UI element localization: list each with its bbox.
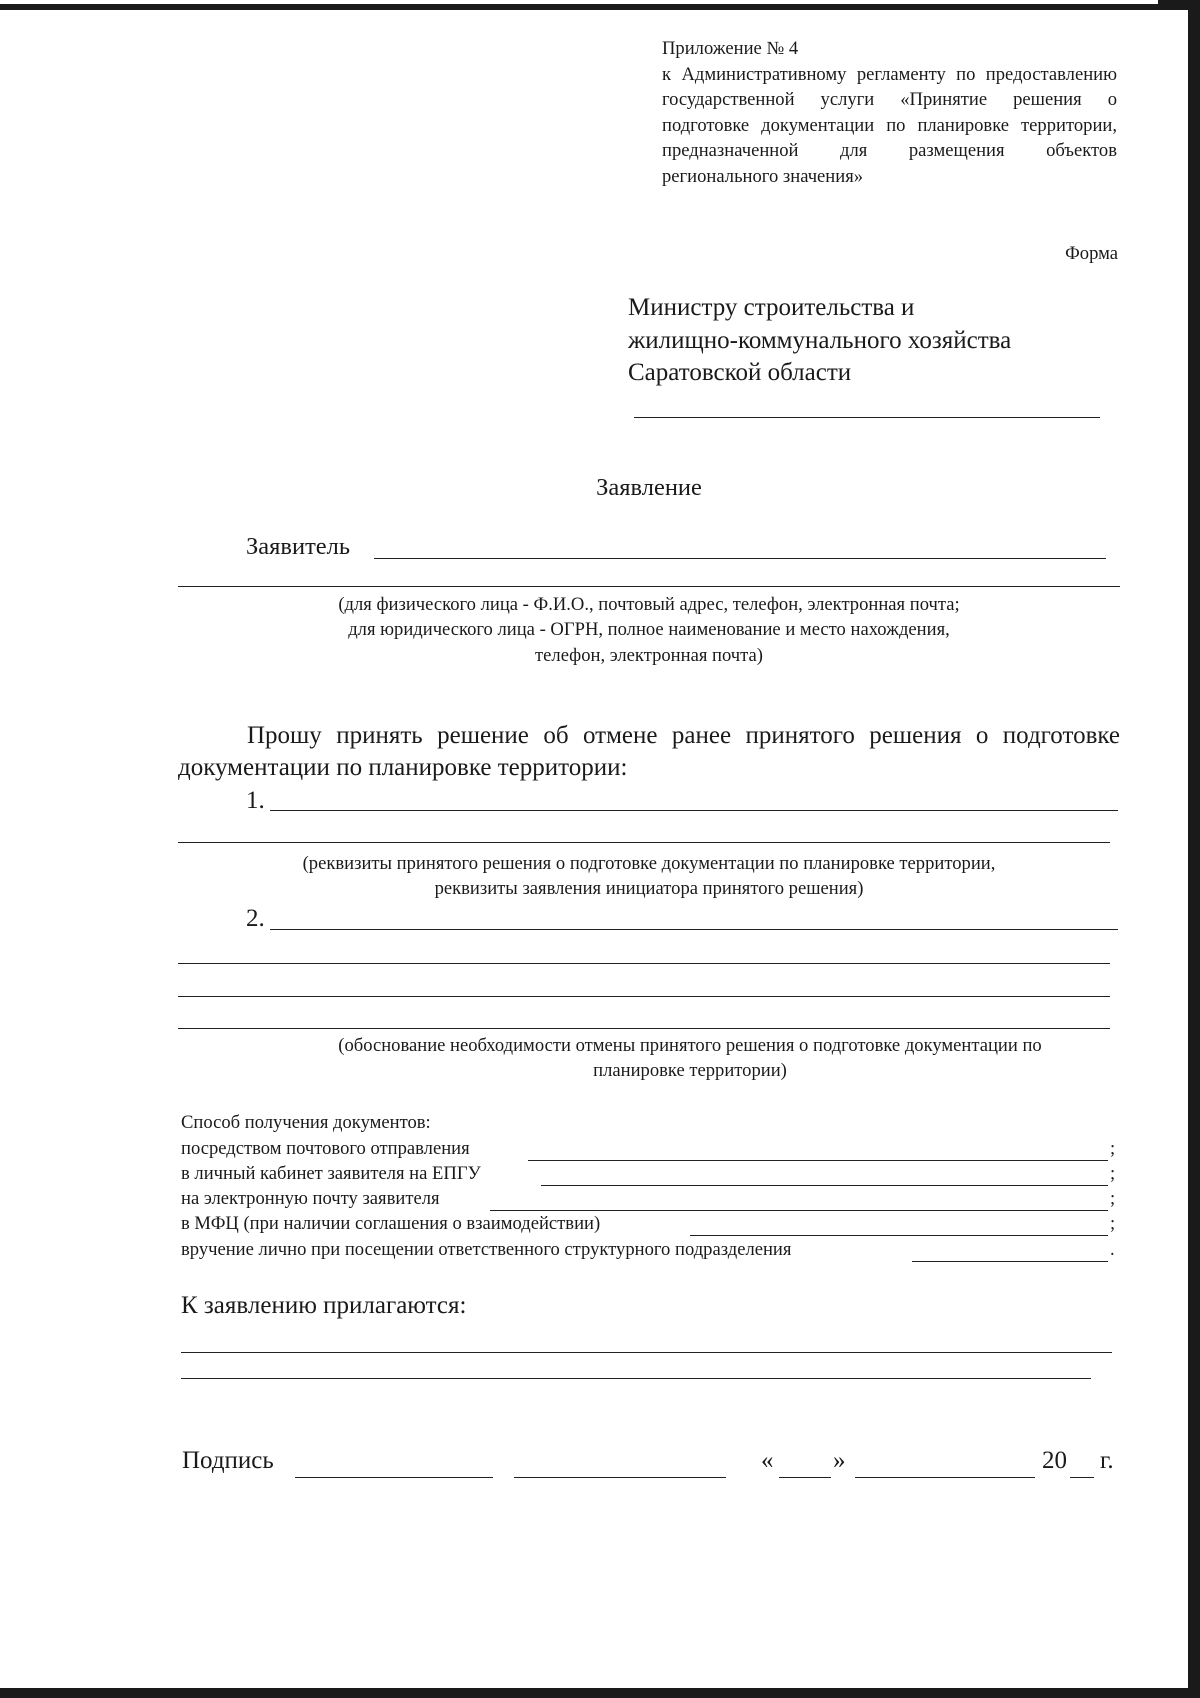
delivery-option-post-field[interactable]: [528, 1160, 1108, 1161]
item-2-caption-line-1: (обоснование необходимости отмены принятого решения о подготовке документации по: [338, 1035, 1042, 1056]
date-quote-close: »: [833, 1447, 846, 1474]
appendix-title: Приложение № 4: [662, 38, 799, 59]
item-2-field-line-1[interactable]: [270, 929, 1118, 930]
date-day-field[interactable]: [779, 1477, 831, 1478]
date-month-field[interactable]: [855, 1477, 1035, 1478]
item-2-field-line-2[interactable]: [178, 963, 1110, 964]
delivery-option-mfc-end: ;: [1110, 1213, 1116, 1234]
scan-border-bottom: [0, 1688, 1200, 1698]
scan-border-right: [1188, 0, 1200, 1698]
document-title: Заявление: [596, 474, 702, 501]
attachments-heading: К заявлению прилагаются:: [181, 1292, 467, 1319]
item-1-field-line-1[interactable]: [270, 810, 1118, 811]
form-label: Форма: [1065, 243, 1118, 264]
item-2-caption: [250, 1033, 1130, 1084]
addressee-name-field[interactable]: [634, 417, 1100, 418]
attachments-field-line-2[interactable]: [181, 1378, 1091, 1379]
date-year-field[interactable]: [1070, 1477, 1094, 1478]
date-year-prefix: 20: [1042, 1447, 1067, 1474]
item-2-field-line-3[interactable]: [178, 996, 1110, 997]
addressee-line-2: жилищно-коммунального хозяйства: [628, 326, 1012, 354]
item-2-field-line-4[interactable]: [178, 1028, 1110, 1029]
delivery-option-post-end: ;: [1110, 1138, 1116, 1159]
addressee-line-1: Министру строительства и: [628, 294, 915, 321]
addressee-line-3: Саратовской области: [628, 359, 852, 386]
appendix-text: к Административному регламенту по предоставлению государственной услуги «Принятие решения о подготовке документации по планировке территории, предназначенной для размещения объектов регионального значения»: [662, 63, 1117, 187]
item-1-caption: [178, 851, 1120, 902]
item-1-field-line-2[interactable]: [178, 842, 1110, 843]
delivery-option-email-end: ;: [1110, 1188, 1116, 1209]
applicant-caption: [178, 592, 1120, 668]
item-1-number: 1.: [246, 787, 265, 814]
delivery-option-epgu-end: ;: [1110, 1163, 1116, 1184]
signature-name-field[interactable]: [514, 1477, 726, 1478]
delivery-option-in-person-field[interactable]: [912, 1261, 1108, 1262]
applicant-caption-line-2: для юридического лица - ОГРН, полное наименование и место нахождения,: [348, 619, 950, 641]
date-year-suffix: г.: [1100, 1447, 1114, 1474]
applicant-field-line-1[interactable]: [374, 558, 1106, 559]
delivery-option-email-field[interactable]: [490, 1210, 1108, 1211]
scan-border-top-gap: [0, 0, 1158, 4]
delivery-option-epgu: в личный кабинет заявителя на ЕПГУ: [181, 1163, 481, 1184]
appendix-block: [662, 36, 1117, 190]
signature-label: Подпись: [182, 1447, 274, 1474]
applicant-field-line-2[interactable]: [178, 586, 1120, 587]
delivery-option-in-person: вручение лично при посещении ответственного структурного подразделения: [181, 1239, 792, 1260]
delivery-option-mfc: в МФЦ (при наличии соглашения о взаимодействии): [181, 1213, 601, 1234]
delivery-option-in-person-end: .: [1110, 1239, 1115, 1260]
item-2-caption-line-2: планировке территории): [593, 1060, 787, 1082]
item-1-caption-line-1: (реквизиты принятого решения о подготовке документации по планировке территории,: [302, 853, 996, 874]
delivery-heading: Способ получения документов:: [181, 1112, 431, 1133]
request-text: Прошу принять решение об отмене ранее принятого решения о подготовке документации по планировке территории:: [178, 722, 1120, 781]
addressee-block: [628, 292, 1128, 390]
delivery-option-post: посредством почтового отправления: [181, 1138, 470, 1159]
applicant-label: Заявитель: [246, 533, 351, 560]
signature-field[interactable]: [295, 1477, 493, 1478]
applicant-caption-line-1: (для физического лица - Ф.И.О., почтовый адрес, телефон, электронная почта;: [338, 594, 960, 615]
applicant-caption-line-3: телефон, электронная почта): [535, 644, 763, 666]
delivery-option-mfc-field[interactable]: [690, 1235, 1108, 1236]
delivery-option-epgu-field[interactable]: [541, 1185, 1108, 1186]
item-2-number: 2.: [246, 905, 265, 932]
delivery-option-email: на электронную почту заявителя: [181, 1188, 440, 1209]
attachments-field-line-1[interactable]: [181, 1352, 1112, 1353]
item-1-caption-line-2: реквизиты заявления инициатора принятого решения): [434, 878, 864, 900]
date-quote-open: «: [761, 1447, 774, 1474]
